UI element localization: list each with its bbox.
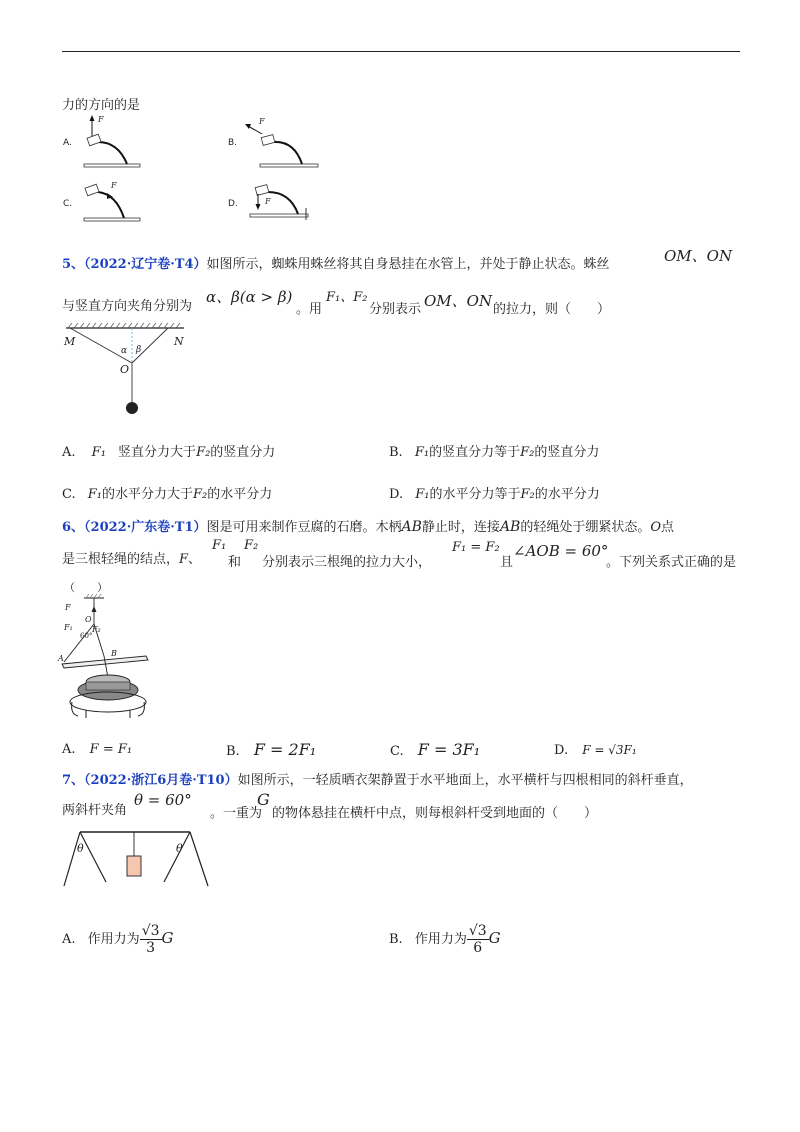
q5-source: （2022·辽宁卷·T4）: [84, 257, 207, 272]
q7-option-b-fraction: [467, 923, 489, 956]
q6-f: F: [179, 552, 189, 567]
q6-option-a-letter: A.: [62, 742, 76, 757]
q5-om-on: OM、ON: [664, 247, 733, 265]
q5-option-a-mid: F₂: [196, 445, 211, 460]
q7-text-2c: 的物体悬挂在横杆中点，则每根斜杆受到地面的（ ）: [272, 806, 598, 821]
q5-option-b-tail: 的竖直分力: [534, 445, 600, 460]
q5-option-b-letter: B.: [389, 445, 403, 460]
q6-cond-1: F₁ = F₂: [452, 540, 500, 555]
q7-option-b-text: 作用力为: [414, 932, 467, 947]
q6-ab: AB: [401, 519, 422, 535]
q4-option-a-letter[interactable]: A.: [63, 138, 72, 148]
header-rule: [62, 51, 740, 52]
q6-fig-F2: F₂: [92, 625, 101, 634]
q7-text-2b: 。一重为: [210, 806, 263, 821]
q4-option-c-letter[interactable]: C.: [63, 199, 73, 209]
q4-option-d-force: F: [265, 197, 271, 206]
q4-option-b-diagram: [240, 112, 320, 168]
q5-option-c[interactable]: [62, 486, 272, 504]
q4-option-c-diagram: [80, 180, 140, 226]
q6-f2: F₂: [244, 538, 259, 553]
q6-option-b[interactable]: [226, 741, 316, 761]
q7-option-b-var: G: [488, 929, 501, 947]
q6-text-2e: 且: [500, 555, 514, 570]
q6-text-2d: 分别表示三根绳的拉力大小，: [262, 555, 432, 570]
q4-option-a-force: F: [98, 115, 104, 124]
q4-option-d-letter[interactable]: D.: [228, 199, 238, 209]
q6-text-2a: 是三根轻绳的结点，: [62, 552, 180, 567]
q6-stem-line-2: [62, 551, 201, 569]
q7-fig-theta-right: θ: [176, 842, 183, 855]
q6-f1: F₁: [212, 538, 227, 553]
q5-option-a-tail: 的竖直分力: [210, 445, 276, 460]
q6-number: 6、: [62, 520, 85, 535]
q5-text-1: 如图所示，蜘蛛用蛛丝将其自身悬挂在水管上，并处于静止状态。蛛丝: [206, 257, 610, 272]
q5-option-a-text: 竖直分力大于: [118, 445, 197, 460]
q5-fig-O: O: [120, 363, 130, 376]
q6-text-2c: 和: [228, 555, 242, 570]
q5-option-b-pre: F₁: [414, 445, 430, 460]
q6-stem-line-1: [62, 518, 674, 537]
q5-fig-beta: β: [136, 345, 142, 355]
q6-text-1d: 点: [661, 520, 675, 535]
q7-option-b-letter: B.: [389, 932, 403, 947]
q6-text-2b: 、: [188, 552, 202, 567]
q4-option-a-diagram: [80, 112, 140, 168]
q5-option-b-text: 的竖直分力等于: [429, 445, 521, 460]
q5-option-d[interactable]: [389, 486, 600, 504]
q6-option-c-letter: C.: [390, 744, 404, 759]
q6-text-1a: 图是可用来制作豆腐的石磨。木柄: [206, 520, 402, 535]
q6-paren: （ ）: [64, 581, 108, 594]
q7-option-a[interactable]: [62, 920, 174, 958]
q6-ab-2: AB: [499, 519, 521, 535]
q5-text-2b: 。用: [296, 302, 323, 317]
q7-text-1: 如图所示，一轻质晒衣架静置于水平地面上，水平横杆与四根相同的斜杆垂直，: [237, 773, 693, 788]
q5-text-2a: 与竖直方向夹角分别为: [62, 299, 193, 314]
q5-option-d-text: 的水平分力等于: [429, 487, 521, 502]
q6-option-a-expr: F = F₁: [89, 742, 133, 757]
q5-option-b-mid: F₂: [520, 445, 535, 460]
q6-fig-angle: 60°: [80, 632, 93, 640]
q5-fig-M: M: [64, 335, 76, 348]
q4-tail: 力的方向的是: [62, 98, 141, 113]
q7-g: G: [257, 790, 270, 809]
q5-option-d-mid: F₂: [520, 487, 535, 502]
q5-option-a-pre: F₁: [91, 445, 106, 460]
q6-option-b-letter: B.: [226, 744, 240, 759]
q5-option-c-text: 的水平分力大于: [102, 487, 194, 502]
q7-number: 7、: [62, 773, 85, 788]
q5-option-d-tail: 的水平分力: [534, 487, 600, 502]
q6-option-b-expr: F = 2F₁: [253, 740, 317, 759]
q4-option-b-letter[interactable]: B.: [228, 138, 238, 148]
q7-stem-line-2: [62, 802, 127, 820]
q7-angle: θ = 60°: [134, 791, 192, 809]
q5-fig-alpha: α: [121, 346, 128, 356]
q4-option-c-force: F: [111, 181, 117, 190]
q5-stem-line-1: [62, 256, 610, 274]
q6-text-1c: 的轻绳处于绷紧状态。: [520, 520, 651, 535]
q7-option-b[interactable]: [389, 920, 501, 958]
q7-option-a-fraction: [140, 923, 162, 956]
q7-figure: [62, 826, 212, 890]
q6-option-d-expr: F = √3F₁: [582, 743, 637, 757]
q7-option-a-text: 作用力为: [87, 932, 140, 947]
q5-text-2c: 分别表示: [369, 302, 422, 317]
q6-fig-A: A: [58, 654, 64, 663]
q5-option-c-tail: 的水平分力: [207, 487, 273, 502]
q6-cond-2: ∠AOB = 60°: [513, 542, 609, 560]
q6-fig-B: B: [111, 649, 117, 658]
q7-option-a-numerator: √3: [141, 923, 160, 939]
q5-text-2d: 的拉力，则（ ）: [493, 302, 611, 317]
q5-option-c-mid: F₂: [193, 487, 208, 502]
q5-option-c-pre: F₁: [87, 487, 102, 502]
q5-option-a[interactable]: [62, 444, 275, 462]
q7-fig-theta-left: θ: [77, 842, 84, 855]
q6-text-1b: 静止时，连接: [421, 520, 500, 535]
q6-fig-F: F: [65, 603, 71, 612]
q7-option-a-denominator: 3: [146, 940, 156, 956]
q7-text-2a: 两斜杆夹角: [62, 803, 128, 818]
q6-option-d-letter: D.: [554, 743, 569, 758]
q5-f1f2: F₁、F₂: [326, 290, 368, 305]
q5-stem-line-2: [62, 298, 192, 316]
q5-option-d-letter: D.: [389, 487, 404, 502]
q6-fig-F1: F₁: [64, 623, 73, 632]
q6-option-d[interactable]: [554, 741, 637, 760]
q7-option-a-letter: A.: [62, 932, 76, 947]
q6-fig-O: O: [85, 615, 92, 624]
q4-option-b-force: F: [259, 117, 265, 126]
q6-option-a[interactable]: [62, 741, 132, 759]
q5-om-on-2: OM、ON: [424, 292, 493, 310]
q6-option-c[interactable]: [390, 741, 480, 761]
q5-option-d-pre: F₁: [415, 487, 430, 502]
q7-option-a-var: G: [161, 929, 174, 947]
q6-o: O: [650, 520, 662, 535]
q7-option-b-numerator: √3: [468, 923, 487, 939]
q5-option-a-letter: A.: [62, 445, 76, 460]
q4-option-d-diagram: [246, 180, 312, 226]
q5-fig-N: N: [174, 335, 184, 348]
q6-source: （2022·广东卷·T1）: [84, 520, 207, 535]
q6-text-2f: 。下列关系式正确的是: [606, 555, 737, 570]
q5-angles: α、β(α > β): [206, 288, 293, 306]
q5-number: 5、: [62, 257, 85, 272]
q7-stem-line-1: [62, 772, 693, 790]
q7-source: （2022·浙江6月卷·T10）: [84, 773, 238, 788]
q6-option-c-expr: F = 3F₁: [417, 740, 481, 759]
q5-option-c-letter: C.: [62, 487, 76, 502]
q6-figure: [56, 594, 156, 726]
q7-option-b-denominator: 6: [473, 940, 483, 956]
q5-option-b[interactable]: [389, 444, 599, 462]
